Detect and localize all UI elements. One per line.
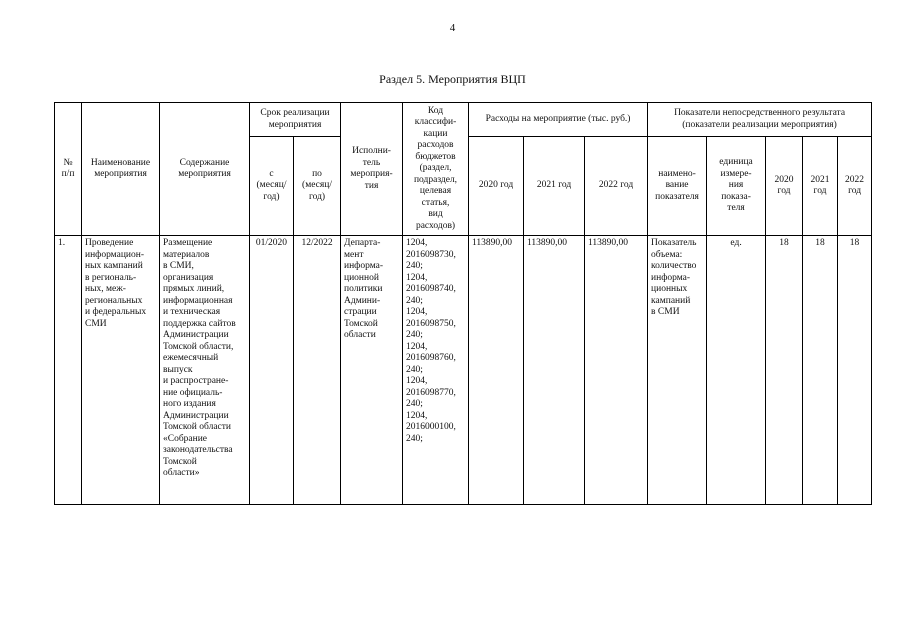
cell-num: 1. [55,236,82,505]
header-ind-2020: 2020 год [766,137,803,236]
cell-codes: 1204, 2016098730, 240; 1204, 2016098740, 240; 1204, 2016098750, 240; 1204, 2016098760, 240; 1204, 2016098770, 240; 1204, 2016000100, 240; [403,236,469,505]
activities-table [54,102,872,505]
cell-exp-2021: 113890,00 [524,236,585,505]
cell-ind-2021: 18 [803,236,838,505]
header-name: Наименование мероприятия [82,103,160,236]
header-ind-2021: 2021 год [803,137,838,236]
header-indicators: Показатели непосредственного результата (показатели реализации мероприятия) [648,103,872,137]
page-number: 4 [449,22,456,34]
header-content: Содержание мероприятия [160,103,250,236]
header-executor: Исполни- тель мероприя- тия [341,103,403,236]
cell-content: Размещение материалов в СМИ, организация прямых линий, информационная и техническая поддержка сайтов Администрации Томской области, ежемесячный выпуск и распростране- ние официаль- ного издания Администрации Томской области «Собрание законодательства Томской области» [160,236,250,505]
cell-to: 12/2022 [294,236,341,505]
cell-executor: Департа- мент информа- ционной политики Админи- страции Томской области [341,236,403,505]
cell-ind-2020: 18 [766,236,803,505]
header-ind-name: наимено- вание показателя [648,137,707,236]
header-period-from: с (месяц/ год) [250,137,294,236]
cell-ind-2022: 18 [838,236,872,505]
header-ind-unit: единица измере- ния показа- теля [707,137,766,236]
header-exp-2020: 2020 год [469,137,524,236]
header-ind-2022: 2022 год [838,137,872,236]
table-row [55,236,872,505]
cell-ind-unit: ед. [707,236,766,505]
header-exp-2021: 2021 год [524,137,585,236]
header-exp-2022: 2022 год [585,137,648,236]
cell-exp-2022: 113890,00 [585,236,648,505]
cell-from: 01/2020 [250,236,294,505]
cell-name: Проведение информацион- ных кампаний в региональ- ных, меж- региональных и федеральных СМИ [82,236,160,505]
cell-exp-2020: 113890,00 [469,236,524,505]
header-expenses: Расходы на мероприятие (тыс. руб.) [469,103,648,137]
header-num: № п/п [55,103,82,236]
section-title: Раздел 5. Мероприятия ВЦП [379,72,526,86]
header-period-to: по (месяц/ год) [294,137,341,236]
header-period: Срок реализации мероприятия [250,103,341,137]
cell-ind-name: Показатель объема: количество информа- ционных кампаний в СМИ [648,236,707,505]
header-code: Код классифи- кации расходов бюджетов (раздел, подраздел, целевая статья, вид расходов) [403,103,469,236]
